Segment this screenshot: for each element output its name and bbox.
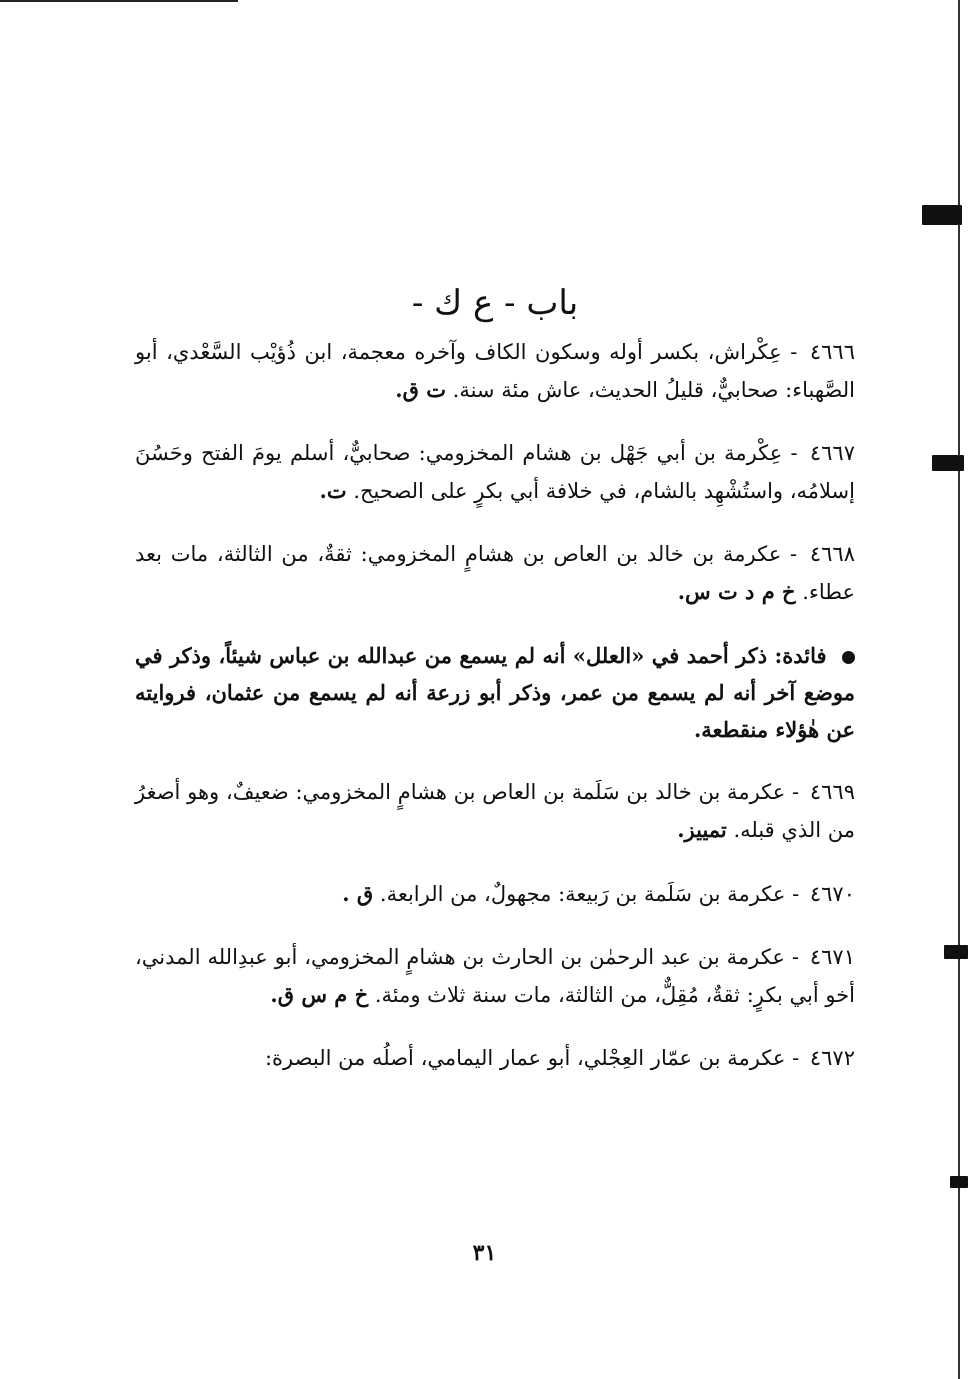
entry-4667 — [135, 435, 855, 510]
entry-text: - عِكْرمة بن أبي جَهْل بن هشام المخزومي: صحابيٌّ، أسلم يومَ الفتح وحَسُنَ إسلامُه، واستُشْهِد بالشام، في خلافة أبي بكرٍ على الصحيح. — [135, 441, 855, 503]
entry-4668 — [135, 536, 855, 611]
entry-text: - عِكْراش، بكسر أوله وسكون الكاف وآخره معجمة، ابن ذُؤيْب السَّعْدي، أبو الصَّهباء: صحابيٌّ، قليلُ الحديث، عاش مئة سنة. — [135, 340, 855, 402]
page-number: ٣١ — [472, 1240, 497, 1266]
entry-number: ٤٦٧٢ — [809, 1046, 855, 1070]
entry-4669 — [135, 774, 855, 849]
entry-number: ٤٦٦٦ — [809, 340, 855, 364]
entry-text: - عكرمة بن عمّار العِجْلي، أبو عمار اليمامي، أصلُه من البصرة: — [264, 1046, 800, 1070]
edge-mark — [932, 455, 964, 471]
entry-number: ٤٦٧٠ — [809, 882, 855, 906]
entry-text: - عكرمة بن خالد بن العاص بن هشامٍ المخزومي: ثقةٌ، من الثالثة، مات بعد عطاء. — [135, 542, 855, 604]
entry-text: - عكرمة بن خالد بن سَلَمة بن العاص بن هشامٍ المخزومي: ضعيفٌ، وهو أصغرُ من الذي قبله. — [135, 780, 855, 842]
edge-mark — [950, 1176, 968, 1188]
entry-code: ت. — [319, 478, 347, 503]
entry-number: ٤٦٦٩ — [809, 780, 855, 804]
entry-4671 — [135, 939, 855, 1014]
bullet-icon — [842, 651, 855, 664]
top-rule — [0, 0, 238, 2]
entry-4670 — [135, 875, 855, 913]
entry-code: تمييز. — [677, 817, 727, 842]
page-body — [135, 280, 855, 1103]
edge-mark — [944, 945, 968, 959]
note-text: فائدة: ذكر أحمد في «العلل» أنه لم يسمع من عبدالله بن عباس شيئاً، وذكر في موضع آخر أنه لم يسمع من عمر، وذكر أبو زرعة أنه لم يسمع من عثمان، فروايته عن هٰؤلاء منقطعة. — [135, 643, 855, 742]
entry-code: خ م د ت س. — [677, 579, 796, 604]
edge-mark — [922, 205, 962, 225]
entry-number: ٤٦٧١ — [809, 945, 855, 969]
entry-text: - عكرمة بن سَلَمة بن رَبيعة: مجهولٌ، من الرابعة. — [379, 882, 800, 906]
entry-number: ٤٦٦٧ — [809, 441, 855, 465]
entry-code: خ م س ق. — [270, 982, 369, 1007]
benefit-note — [135, 637, 855, 748]
entry-code: ق . — [342, 881, 374, 906]
entry-4666 — [135, 334, 855, 409]
entry-code: ت ق. — [395, 377, 446, 402]
entry-text: - عكرمة بن عبد الرحمٰن بن الحارث بن هشامٍ المخزومي، أبو عبدِالله المدني، أخو أبي بكرٍ: ثقةٌ، مُقِلٌّ، من الثالثة، مات سنة ثلاث ومئة. — [135, 945, 855, 1007]
chapter-heading: باب - ع ك - — [411, 283, 579, 323]
entry-number: ٤٦٦٨ — [809, 542, 855, 566]
entry-4672 — [135, 1040, 855, 1077]
